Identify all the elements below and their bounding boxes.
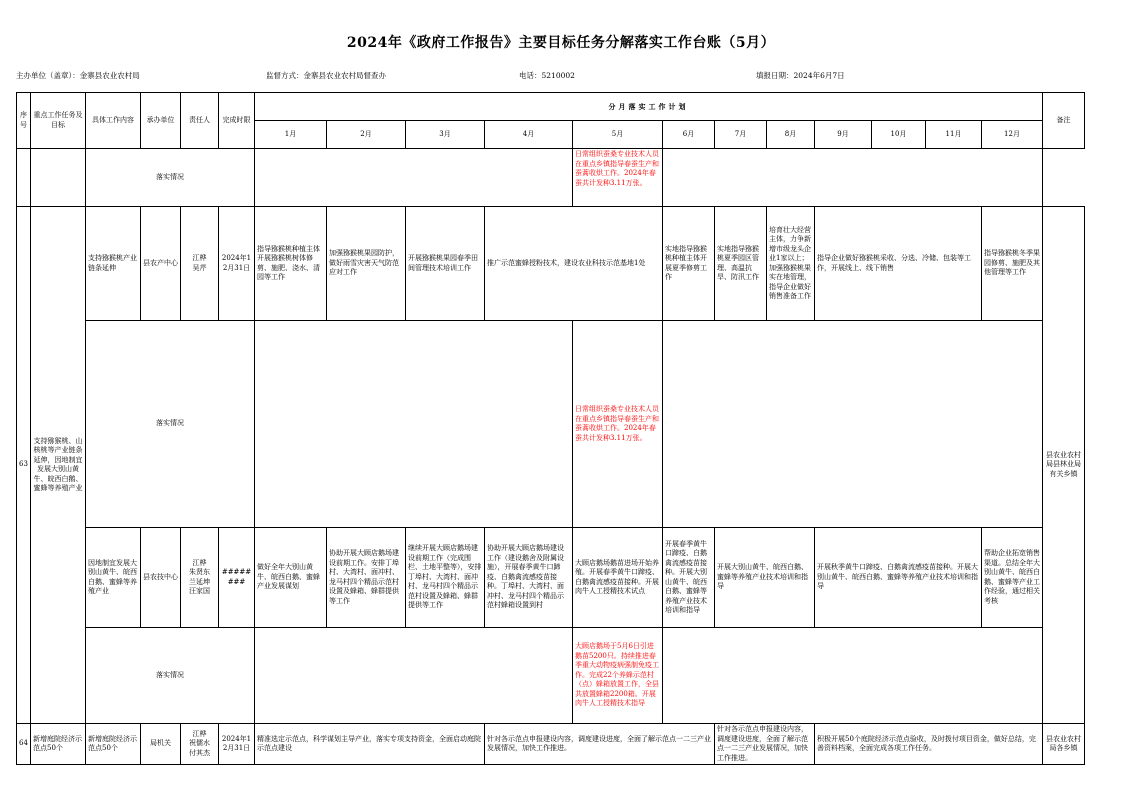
header-remark: 备注 [1043, 93, 1085, 149]
impl-cell [663, 628, 1043, 724]
impl-cell [255, 628, 573, 724]
plan-cell: 做好全年大别山黄牛、皖西白鹅、蜜蜂产业发展谋划 [255, 528, 327, 628]
plan-cell: 实地指导猕猴桃种植主体开展夏季修剪工作 [663, 207, 715, 321]
month-header: 7月 [715, 121, 767, 149]
impl-label: 落实情况 [86, 628, 255, 724]
remark-cell: 县农业农村局县林业局有关乡镇 [1043, 207, 1085, 724]
deadline-cell: 2024年12月31日 [219, 724, 255, 765]
month-header: 5月 [573, 121, 663, 149]
seq-cell [17, 149, 31, 207]
seq-cell: 63 [17, 207, 31, 724]
plan-cell: 大顾店鹅场鹅苗进场开始养殖。开展春季黄牛口蹄疫、白鹅禽流感疫苗接种。开展肉牛人工授精技术试点 [573, 528, 663, 628]
month-header: 3月 [406, 121, 485, 149]
header-deadline: 完成时限 [219, 93, 255, 149]
page-title: 2024年《政府工作报告》主要目标任务分解落实工作台账（5月） [346, 35, 776, 51]
impl-cell [255, 149, 573, 207]
person-cell: 江桦 吴芹 [181, 207, 219, 321]
deadline-cell: ######## [219, 528, 255, 628]
plan-cell: 针对各示范点申报建设内容，调度建设进度，全面了解示范点一二三产业发展情况，加快工作推进。 [485, 724, 715, 765]
content-cell: 新增庭院经济示范点50个 [86, 724, 141, 765]
header-monthly-plan: 分月落实工作计划 [255, 93, 1043, 121]
plan-cell: 协助开展大顾店鹅场建设前期工作。安排丁埠村、大湾村、面冲村、龙马村四个精品示范村设置及蜂箱、蜂群提供等工作 [327, 528, 406, 628]
task-cell: 支持猕猴桃、山核桃等产业链条延伸，因地制宜发展大别山黄牛、皖西白鹅、蜜蜂等养殖产业 [31, 207, 86, 724]
plan-cell: 帮助企业拓宽销售渠道。总结全年大别山黄牛、皖西白鹅、蜜蜂等产业工作经验，通过相关考核 [982, 528, 1043, 628]
seq-cell: 64 [17, 724, 31, 765]
month-header: 9月 [815, 121, 872, 149]
unit-cell: 局机关 [141, 724, 181, 765]
plan-cell: 积极开展50个庭院经济示范点验收，及时拨付项目资金，做好总结，完善资料档案，全面完成各项工作任务。 [815, 724, 1043, 765]
month-header: 2月 [327, 121, 406, 149]
impl-label: 落实情况 [86, 321, 255, 528]
deadline-cell: 2024年12月31日 [219, 207, 255, 321]
plan-cell: 指导猕猴桃种植主体开展猕猴桃树体修剪、施肥、浇水、清园等工作 [255, 207, 327, 321]
task-cell: 新增庭院经济示范点50个 [31, 724, 86, 765]
plan-cell: 精准选定示范点，科学谋划主导产业，落实专项支持资金，全面启动庭院示范点建设 [255, 724, 485, 765]
remark-cell: 县农业农村局各乡镇 [1043, 724, 1085, 765]
content-cell: 支持猕猴桃产业链条延伸 [86, 207, 141, 321]
plan-cell: 指导猕猴桃冬季果园修剪、施肥及其他管理等工作 [982, 207, 1043, 321]
plan-cell: 加强猕猴桃果园防护，做好雨雪灾害天气防范应对工作 [327, 207, 406, 321]
header-unit: 承办单位 [141, 93, 181, 149]
task-cell [31, 149, 86, 207]
impl-cell [663, 149, 1043, 207]
host-unit: 主办单位（盖章）：金寨县农业农村局 [16, 71, 140, 80]
header-task: 重点工作任务及目标 [31, 93, 86, 149]
header-content: 具体工作内容 [86, 93, 141, 149]
impl-may: 大顾店鹅场于5月6日引进鹅苗5200只。持续推进春季重大动物疫病强制免疫工作。完成22个养蜂示范村（点）蜂箱放置工作，全县共放置蜂箱2200箱。开展肉牛人工授精技术指导 [573, 628, 663, 724]
plan-cell: 针对各示范点申报建设内容，调度建设进度，全面了解示范点一二三产业发展情况，加快工作推进。 [715, 724, 815, 765]
person-cell: 江桦 祝儒水 付其杰 [181, 724, 219, 765]
unit-cell: 县农产中心 [141, 207, 181, 321]
month-header: 10月 [872, 121, 926, 149]
report-date: 填报日期：2024年6月7日 [756, 71, 845, 80]
plan-cell: 开展秋季黄牛口蹄疫、白鹅禽流感疫苗接种。开展大别山黄牛、皖西白鹅、蜜蜂等养殖产业技术培训和指导 [815, 528, 982, 628]
supervise-method: 监督方式：金寨县农业农村局督查办 [266, 71, 386, 80]
plan-cell: 推广示范蜜蜂授粉技术，建设农业科技示范基地1处 [485, 207, 663, 321]
phone: 电话：5210002 [519, 71, 575, 80]
impl-label: 落实情况 [86, 149, 255, 207]
month-header: 1月 [255, 121, 327, 149]
impl-may: 日常组织蚕桑专业技术人员在重点乡镇指导春蚕生产和蚕蒿收烘工作。2024年春蚕共计发种3.11万张。 [573, 149, 663, 207]
header-seq: 序号 [17, 93, 31, 149]
plan-cell: 开展大别山黄牛、皖西白鹅、蜜蜂等养殖产业技术培训和指导 [715, 528, 815, 628]
unit-cell: 县农技中心 [141, 528, 181, 628]
month-header: 8月 [767, 121, 815, 149]
impl-may: 日常组织蚕桑专业技术人员在重点乡镇指导春蚕生产和蚕蒿收烘工作。2024年春蚕共计发种3.11万张。 [573, 321, 663, 528]
plan-cell: 指导企业做好猕猴桃采收、分选、冷储、包装等工作，开展线上、线下销售 [815, 207, 982, 321]
plan-cell: 实地指导猕猴桃夏季园区管理、高温抗旱、防汛工作 [715, 207, 767, 321]
ledger-table [16, 92, 1085, 765]
plan-cell: 开展春季黄牛口蹄疫、白鹅禽流感疫苗接种。开展大别山黄牛、皖西白鹅、蜜蜂等养殖产业技术培训和指导 [663, 528, 715, 628]
content-cell: 因地制宜发展大别山黄牛、皖西白鹅、蜜蜂等养殖产业 [86, 528, 141, 628]
impl-cell [663, 321, 1043, 528]
plan-cell: 继续开展大顾店鹅场建设前期工作（完成围栏、土地平整等），安排丁埠村、大湾村、面冲村、龙马村四个精品示范村设置及蜂箱、蜂群提供等工作 [406, 528, 485, 628]
plan-cell: 培育壮大经营主体，力争新增市级龙头企业1家以上；加强猕猴桃果实在地管理，指导企业做好销售准备工作 [767, 207, 815, 321]
person-cell: 江桦 朱贤东 兰延坤 汪家国 [181, 528, 219, 628]
month-header: 12月 [982, 121, 1043, 149]
plan-cell: 开展猕猴桃果园春季田间管理技术培训工作 [406, 207, 485, 321]
plan-cell: 协助开展大顾店鹅场建设工作（建设鹅舍及附属设施），开展春季黄牛口蹄疫、白鹅禽流感疫苗接种。丁埠村、大湾村、面冲村、龙马村四个精品示范村蜂箱设置到村 [485, 528, 573, 628]
month-header: 6月 [663, 121, 715, 149]
month-header: 4月 [485, 121, 573, 149]
impl-cell [255, 321, 573, 528]
month-header: 11月 [926, 121, 982, 149]
header-person: 责任人 [181, 93, 219, 149]
